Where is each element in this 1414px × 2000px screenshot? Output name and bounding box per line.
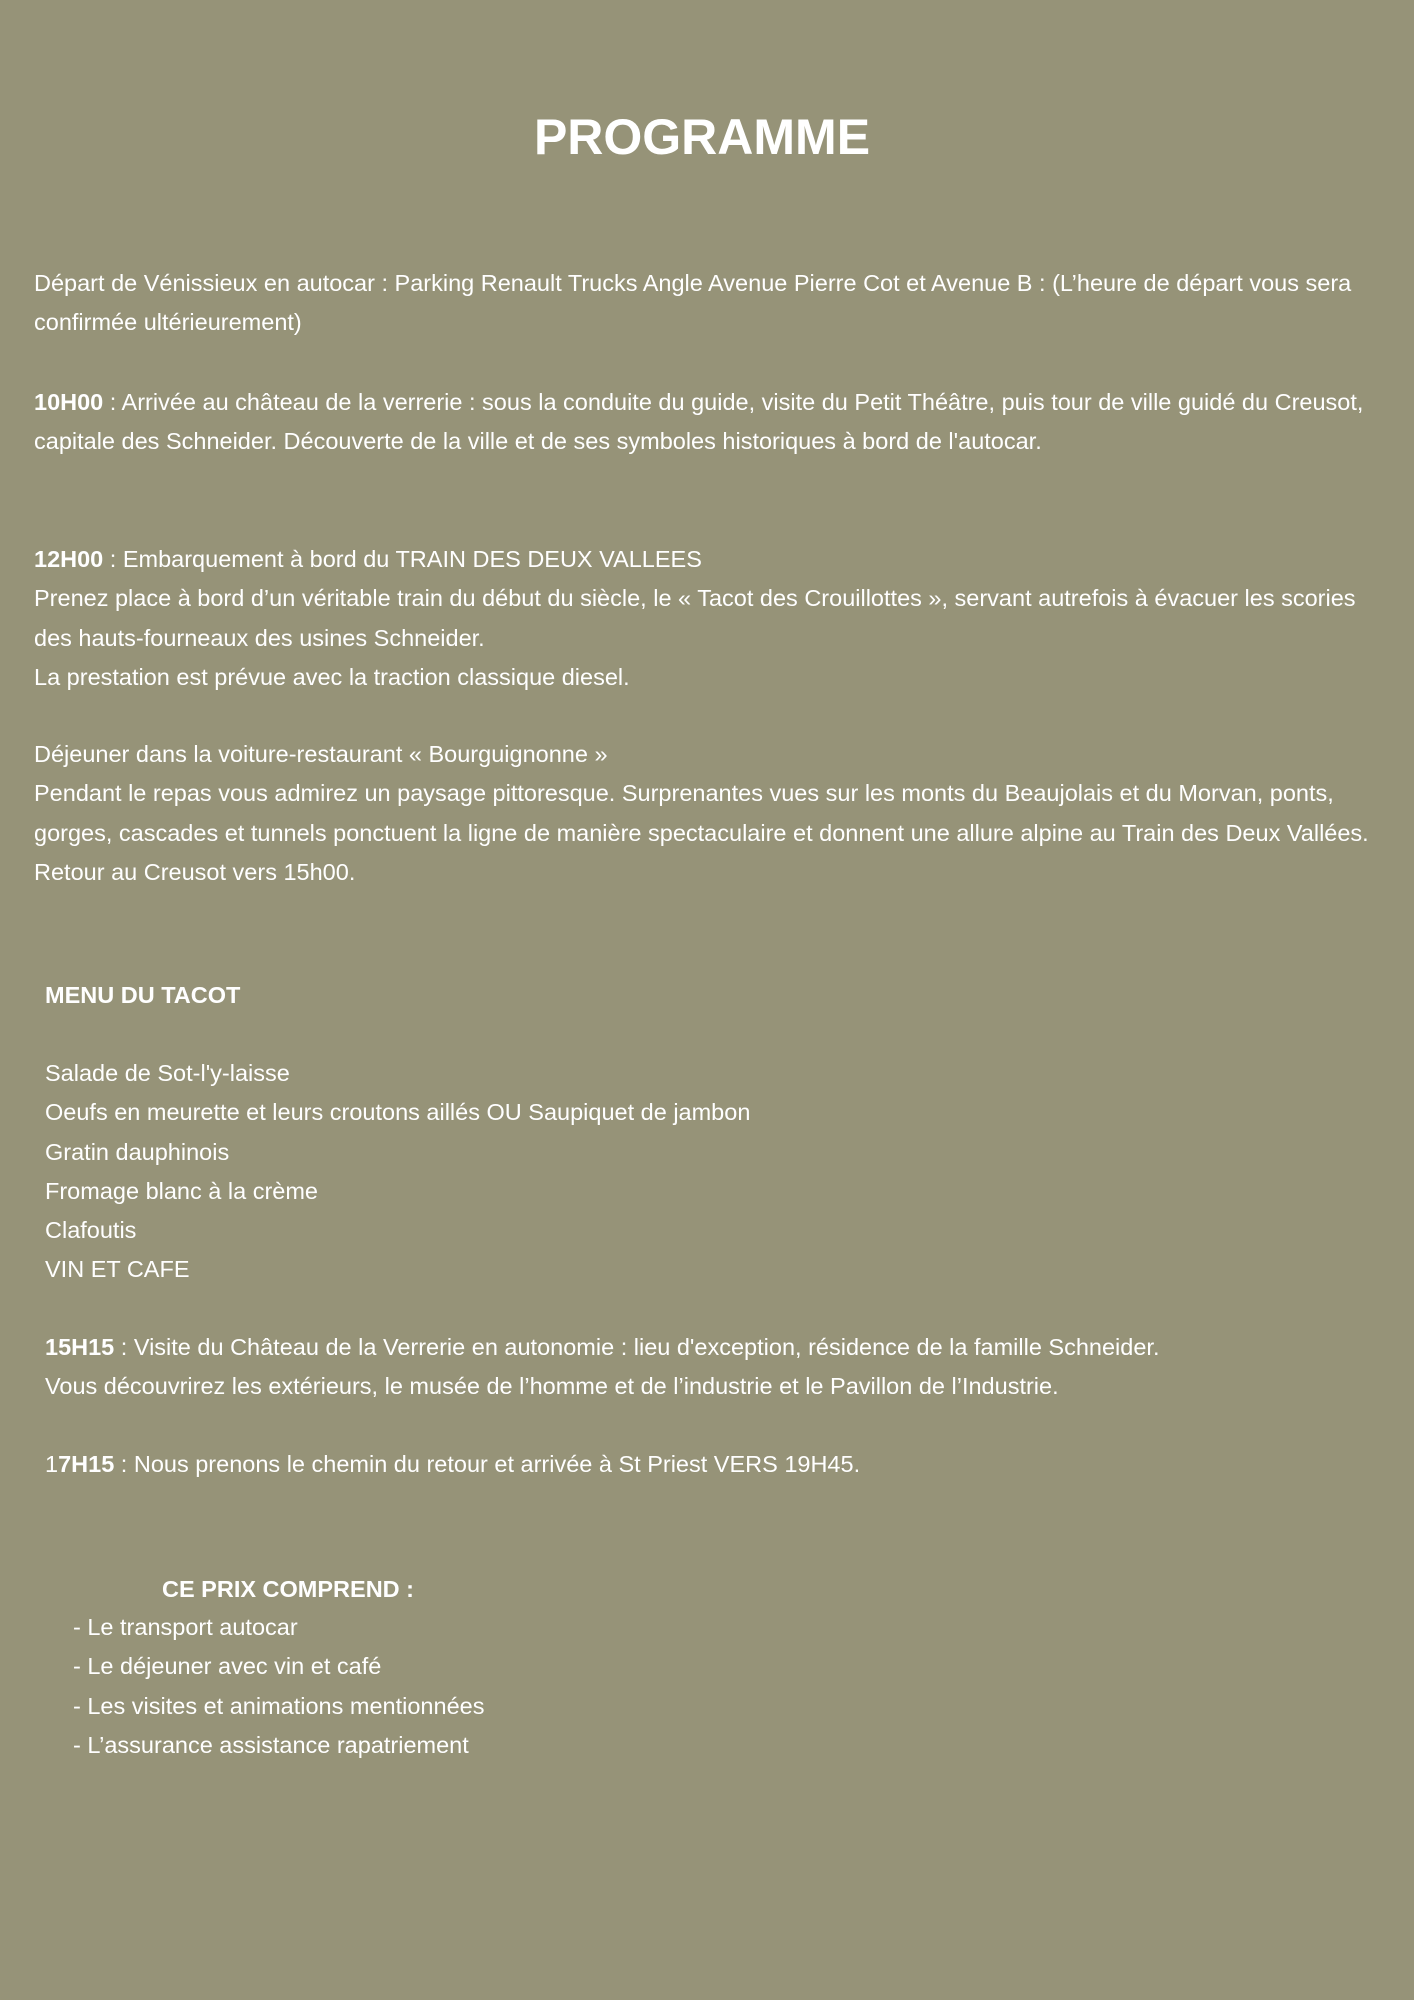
step-time-prefix: 1 bbox=[45, 1451, 59, 1477]
step-detail: Prenez place à bord d’un véritable train du début du siècle, le « Tacot des Crouillottes », servant autrefois à évacuer les scories des hauts-fourneaux des usines Schneider. bbox=[34, 585, 1356, 651]
step-text: : Embarquement à bord du TRAIN DES DEUX VALLEES bbox=[103, 546, 702, 572]
step-detail: Vous découvrirez les extérieurs, le musée de l’homme et de l’industrie et le Pavillon de l’Industrie. bbox=[45, 1373, 1059, 1400]
menu-heading bbox=[45, 976, 1385, 1015]
page-title: PROGRAMME bbox=[533, 109, 871, 165]
price-heading bbox=[162, 1570, 414, 1609]
menu-item: Salade de Sot-l'y-laisse bbox=[45, 1060, 290, 1086]
step-10h00 bbox=[34, 383, 1394, 462]
step-time: 7H15 bbox=[58, 1451, 115, 1477]
menu-heading-text: MENU DU TACOT bbox=[45, 982, 241, 1008]
step-text: : Arrivée au château de la verrerie : sous la conduite du guide, visite du Petit Théâtre, puis tour de ville guidé du Creusot, capitale des Schneider. Découverte de la ville et de ses symboles historiques à bord de l'autocar. bbox=[34, 389, 1364, 455]
lunch-title: Déjeuner dans la voiture-restaurant « Bourguignonne » bbox=[34, 741, 608, 767]
step-time: 10H00 bbox=[34, 389, 104, 415]
step-text: : Visite du Château de la Verrerie en autonomie : lieu d'exception, résidence de la famille Schneider. bbox=[114, 1334, 1160, 1360]
step-detail: La prestation est prévue avec la traction classique diesel. bbox=[34, 663, 630, 690]
price-item: - L’assurance assistance rapatriement bbox=[73, 1731, 469, 1758]
lunch-text: Pendant le repas vous admirez un paysage pittoresque. Surprenantes vues sur les monts du Beaujolais et du Morvan, ponts, gorges, cascades et tunnels ponctuent la ligne de manière spectaculaire et donnent une allure alpine au Train des Deux Vallées. Retour au Creusot vers 15h00. bbox=[34, 780, 1369, 885]
menu-item: Oeufs en meurette et leurs croutons aillés OU Saupiquet de jambon bbox=[45, 1099, 751, 1126]
step-time: 12H00 bbox=[34, 546, 104, 572]
price-heading-text: CE PRIX COMPREND : bbox=[162, 1576, 414, 1602]
price-list bbox=[73, 1608, 484, 1765]
menu-item: Clafoutis bbox=[45, 1217, 137, 1244]
menu-list bbox=[45, 1054, 1385, 1290]
price-item: - Les visites et animations mentionnées bbox=[73, 1692, 485, 1719]
price-item: - Le déjeuner avec vin et café bbox=[73, 1653, 382, 1680]
departure-paragraph bbox=[34, 264, 1394, 343]
step-15h15 bbox=[45, 1328, 1385, 1407]
menu-item: Fromage blanc à la crème bbox=[45, 1177, 318, 1204]
price-item: - Le transport autocar bbox=[73, 1614, 298, 1640]
lunch-paragraph bbox=[34, 735, 1394, 892]
step-text: : Nous prenons le chemin du retour et arrivée à St Priest VERS 19H45. bbox=[114, 1451, 861, 1477]
menu-item: VIN ET CAFE bbox=[45, 1256, 190, 1283]
step-17h15 bbox=[45, 1445, 1385, 1484]
departure-text: Départ de Vénissieux en autocar : Parking Renault Trucks Angle Avenue Pierre Cot et Avenue B : (L’heure de départ vous sera confirmée ultérieurement) bbox=[34, 270, 1352, 336]
menu-item: Gratin dauphinois bbox=[45, 1138, 230, 1165]
step-time: 15H15 bbox=[45, 1334, 115, 1360]
step-12h00 bbox=[34, 540, 1394, 697]
